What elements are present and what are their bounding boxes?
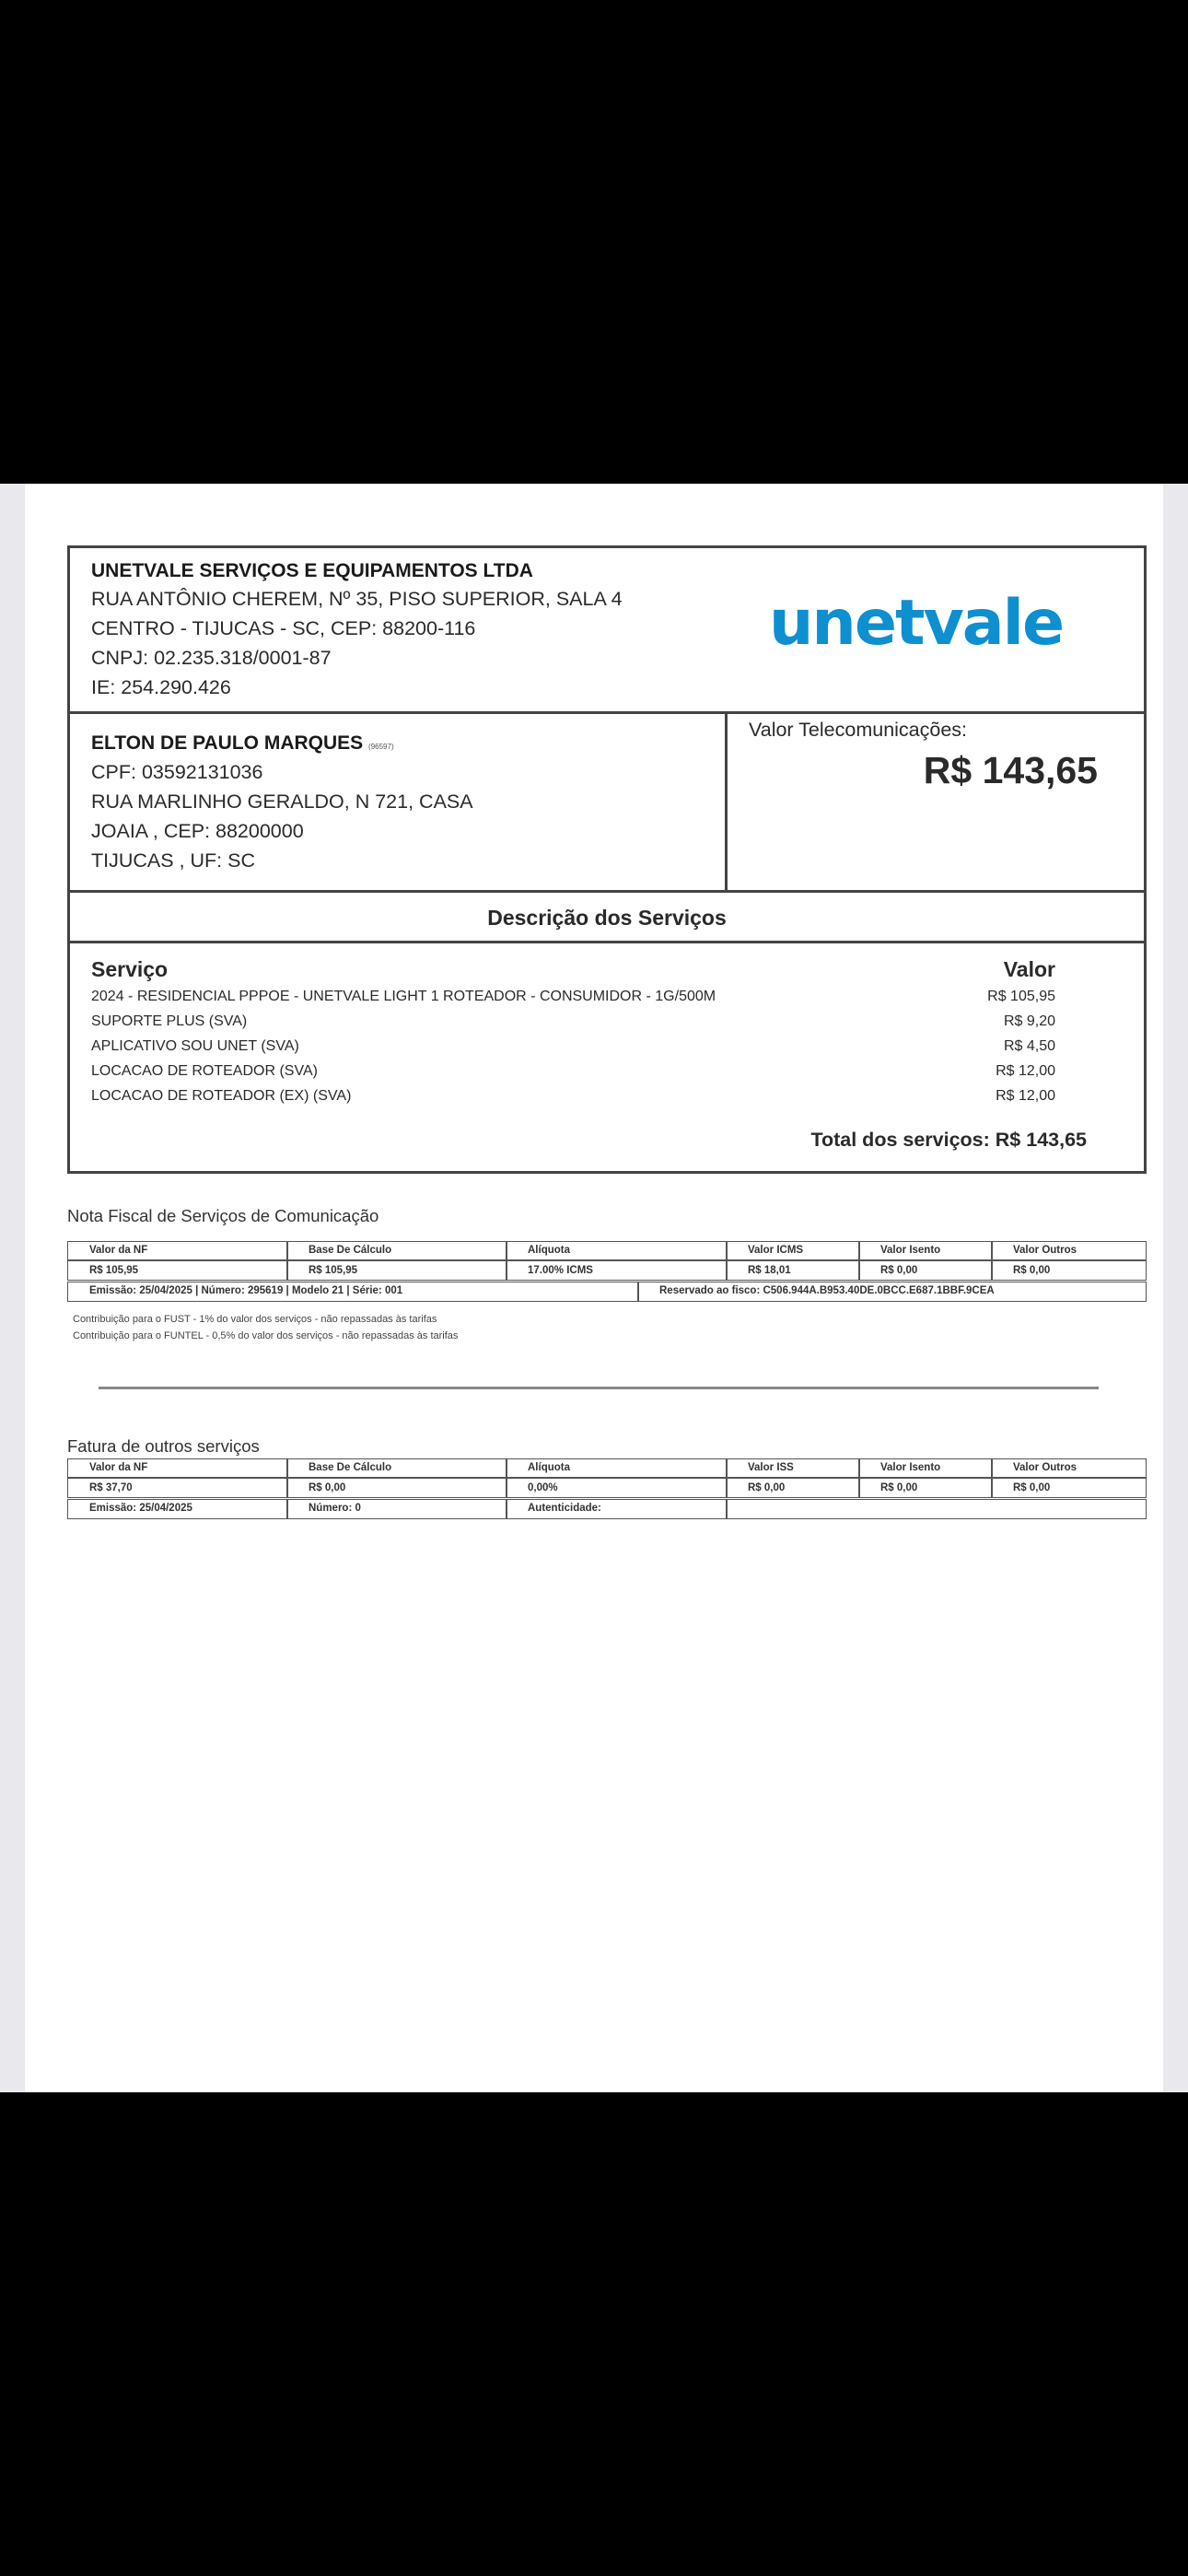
company-ie: IE: 254.290.426 bbox=[91, 676, 231, 698]
services-col-value: Valor bbox=[1003, 957, 1055, 981]
nf-fisco: Reservado ao fisco: C506.944A.B953.40DE.0BCC.E687.1BBF.9CEA bbox=[659, 1285, 995, 1296]
company-name: UNETVALE SERVIÇOS E EQUIPAMENTOS LTDA bbox=[91, 560, 533, 581]
nf-value: R$ 0,00 bbox=[1013, 1265, 1051, 1276]
nf-col-sep bbox=[858, 1241, 860, 1281]
service-item-name: APLICATIVO SOU UNET (SVA) bbox=[91, 1038, 299, 1054]
nf-note-funtel: Contribuição para o FUNTEL - 0,5% do valor dos serviços - não repassadas às tarifas bbox=[73, 1330, 459, 1341]
divider-services-title bbox=[67, 941, 1147, 943]
divider-company bbox=[67, 711, 1147, 714]
other-auth: Autenticidade: bbox=[528, 1503, 601, 1514]
other-value: R$ 37,70 bbox=[89, 1482, 133, 1493]
nf-col-sep bbox=[506, 1241, 507, 1281]
other-emission: Emissão: 25/04/2025 bbox=[89, 1503, 192, 1514]
customer-name bbox=[91, 732, 394, 755]
service-item-value: R$ 12,00 bbox=[996, 1063, 1055, 1079]
services-total: Total dos serviços: R$ 143,65 bbox=[810, 1129, 1087, 1151]
other-emission-sep bbox=[286, 1499, 288, 1519]
nf-value: 17.00% ICMS bbox=[528, 1265, 593, 1276]
nf-table-header-rule bbox=[67, 1259, 1147, 1261]
service-item-value: R$ 4,50 bbox=[1003, 1038, 1055, 1054]
other-header: Base De Cálculo bbox=[309, 1462, 392, 1473]
customer-name-text: ELTON DE PAULO MARQUES bbox=[91, 732, 364, 754]
nf-table bbox=[67, 1241, 1147, 1281]
nf-header: Valor Outros bbox=[1013, 1245, 1077, 1256]
nf-header: Valor Isento bbox=[880, 1245, 941, 1256]
customer-cpf: CPF: 03592131036 bbox=[91, 761, 263, 783]
nf-col-sep bbox=[726, 1241, 728, 1281]
other-col-sep bbox=[506, 1458, 507, 1498]
services-title: Descrição dos Serviços bbox=[487, 906, 727, 930]
service-item-name: LOCACAO DE ROTEADOR (EX) (SVA) bbox=[91, 1088, 352, 1104]
other-table bbox=[67, 1458, 1147, 1498]
company-city: CENTRO - TIJUCAS - SC, CEP: 88200-116 bbox=[91, 617, 476, 639]
nf-col-sep bbox=[286, 1241, 288, 1281]
nf-title: Nota Fiscal de Serviços de Comunicação bbox=[67, 1206, 379, 1225]
document-page bbox=[0, 484, 1188, 2092]
other-col-sep bbox=[991, 1458, 993, 1498]
other-emission-sep bbox=[726, 1499, 728, 1519]
other-emission-row bbox=[67, 1499, 1147, 1519]
nf-header: Alíquota bbox=[528, 1245, 570, 1256]
other-value: R$ 0,00 bbox=[748, 1482, 786, 1493]
invoice-sheet bbox=[25, 484, 1163, 2092]
nf-header: Valor ICMS bbox=[748, 1245, 804, 1256]
service-item-name: LOCACAO DE ROTEADOR (SVA) bbox=[91, 1063, 318, 1079]
nf-value: R$ 105,95 bbox=[309, 1265, 358, 1276]
nf-value: R$ 105,95 bbox=[89, 1265, 139, 1276]
section-separator bbox=[99, 1387, 1099, 1389]
other-header: Valor da NF bbox=[89, 1462, 148, 1473]
service-item-value: R$ 12,00 bbox=[996, 1088, 1055, 1104]
service-item-value: R$ 105,95 bbox=[987, 989, 1055, 1004]
amount-value: R$ 143,65 bbox=[923, 749, 1098, 791]
company-cnpj: CNPJ: 02.235.318/0001-87 bbox=[91, 647, 332, 669]
other-value: R$ 0,00 bbox=[309, 1482, 346, 1493]
other-header: Valor Isento bbox=[880, 1462, 941, 1473]
divider-customer bbox=[67, 890, 1147, 893]
other-header: Valor ISS bbox=[748, 1462, 794, 1473]
other-header: Alíquota bbox=[528, 1462, 570, 1473]
other-title: Fatura de outros serviços bbox=[67, 1436, 260, 1456]
customer-district: JOAIA , CEP: 88200000 bbox=[91, 820, 304, 842]
nf-value: R$ 18,01 bbox=[748, 1265, 791, 1276]
services-col-service: Serviço bbox=[91, 957, 169, 981]
nf-emission-sep bbox=[637, 1282, 639, 1302]
other-col-sep bbox=[286, 1458, 288, 1498]
customer-code: (96597) bbox=[368, 743, 394, 751]
nf-note-fust: Contribuição para o FUST - 1% do valor dos serviços - não repassadas às tarifas bbox=[73, 1314, 437, 1325]
other-col-sep bbox=[858, 1458, 860, 1498]
other-value: R$ 0,00 bbox=[880, 1482, 918, 1493]
nf-header: Base De Cálculo bbox=[309, 1245, 392, 1256]
nf-value: R$ 0,00 bbox=[880, 1265, 918, 1276]
company-address: RUA ANTÔNIO CHEREM, Nº 35, PISO SUPERIOR, SALA 4 bbox=[91, 588, 623, 610]
service-item-name: SUPORTE PLUS (SVA) bbox=[91, 1013, 248, 1029]
other-value: R$ 0,00 bbox=[1013, 1482, 1051, 1493]
unetvale-logo: unetvale bbox=[769, 587, 1064, 660]
customer-city: TIJUCAS , UF: SC bbox=[91, 849, 255, 872]
service-item-name: 2024 - RESIDENCIAL PPPOE - UNETVALE LIGHT 1 ROTEADOR - CONSUMIDOR - 1G/500M bbox=[91, 989, 716, 1004]
other-col-sep bbox=[726, 1458, 728, 1498]
nf-header: Valor da NF bbox=[89, 1245, 148, 1256]
customer-street: RUA MARLINHO GERALDO, N 721, CASA bbox=[91, 790, 473, 813]
other-emission-sep bbox=[506, 1499, 507, 1519]
other-value: 0,00% bbox=[528, 1482, 558, 1493]
other-number: Número: 0 bbox=[309, 1503, 361, 1514]
other-header: Valor Outros bbox=[1013, 1462, 1077, 1473]
amount-label: Valor Telecomunicações: bbox=[749, 719, 968, 741]
divider-customer-amount bbox=[725, 711, 728, 893]
nf-col-sep bbox=[991, 1241, 993, 1281]
other-table-header-rule bbox=[67, 1477, 1147, 1479]
service-item-value: R$ 9,20 bbox=[1003, 1013, 1055, 1029]
nf-emission: Emissão: 25/04/2025 | Número: 295619 | Modelo 21 | Série: 001 bbox=[89, 1285, 403, 1296]
